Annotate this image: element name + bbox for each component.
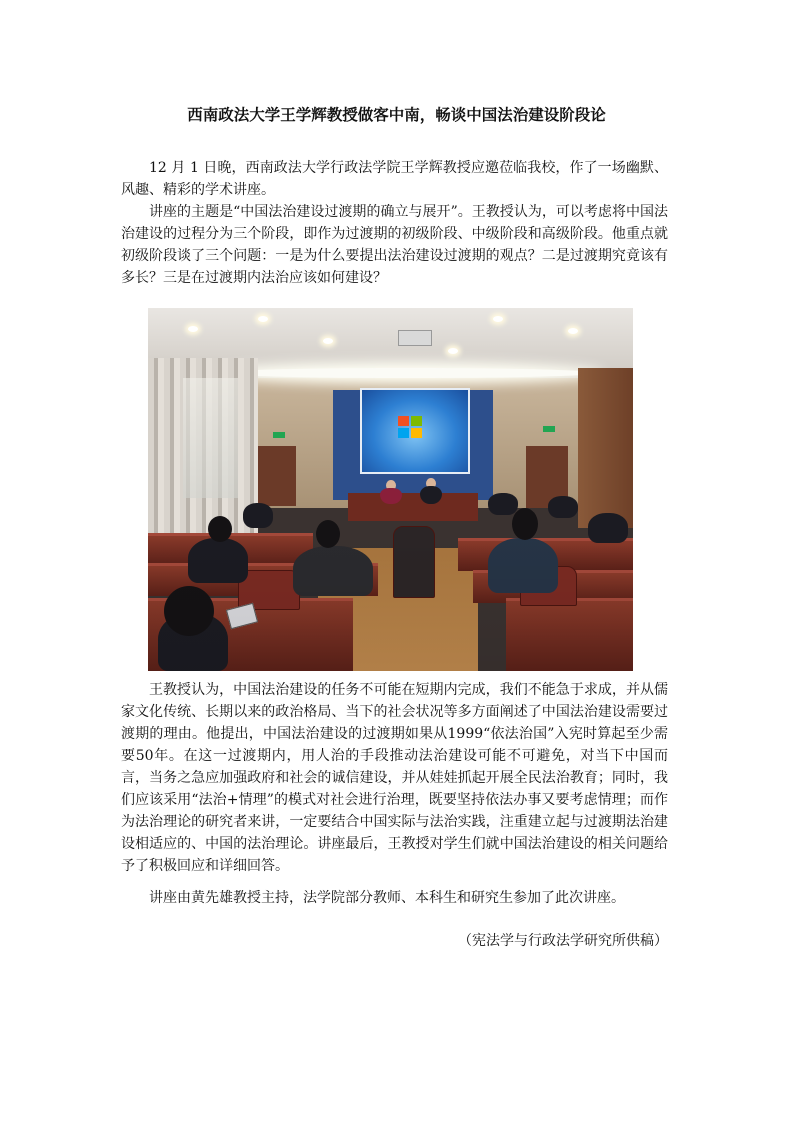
paragraph-argument: 王教授认为，中国法治建设的任务不可能在短期内完成，我们不能急于求成，并从儒家文化传统、长期以来的政治格局、当下的社会状况等多方面阐述了中国法治建设需要过渡期的理由。他提出，中国法治建设的过渡期如果从1999“依法治国”入宪时算起至少需要50年。在这一过渡期内，用人治的手段推动法治建设可能不可避免，对当下中国而言，当务之急应加强政府和社会的诚信建设，并从娃娃抓起开展全民法治教育；同时，我们应该采用“法治+情理”的模式对社会进行治理，既要坚持依法办事又要考虑情理；而作为法治理论的研究者来讲，一定要结合中国实际与法治实践，注重建立起与过渡期法治建设相适应的、中国的法治理论。讲座最后，王教授对学生们就中国法治建设的相关问题给予了积极回应和详细回答。 (121, 682, 668, 874)
source-credit: （宪法学与行政法学研究所供稿） (458, 933, 668, 949)
paragraph-theme: 讲座的主题是“中国法治建设过渡期的确立与展开”。王教授认为，可以考虑将中国法治建设的过程分为三个阶段，即作为过渡期的初级阶段、中级阶段和高级阶段。他重点就初级阶段谈了三个问题：一是为什么要提出法治建设过渡期的观点？二是过渡期究竟该有多长？三是在过渡期内法治应该如何建设？ (121, 204, 668, 286)
paragraph-intro: 12 月 1 日晚，西南政法大学行政法学院王学辉教授应邀莅临我校，作了一场幽默、风趣、精彩的学术讲座。 (121, 160, 668, 198)
article-title: 西南政法大学王学辉教授做客中南，畅谈中国法治建设阶段论 (187, 106, 606, 124)
photo-shade (148, 308, 633, 671)
paragraph-host: 讲座由黄先雄教授主持，法学院部分教师、本科生和研究生参加了此次讲座。 (149, 890, 625, 906)
lecture-hall-photo (148, 308, 633, 671)
